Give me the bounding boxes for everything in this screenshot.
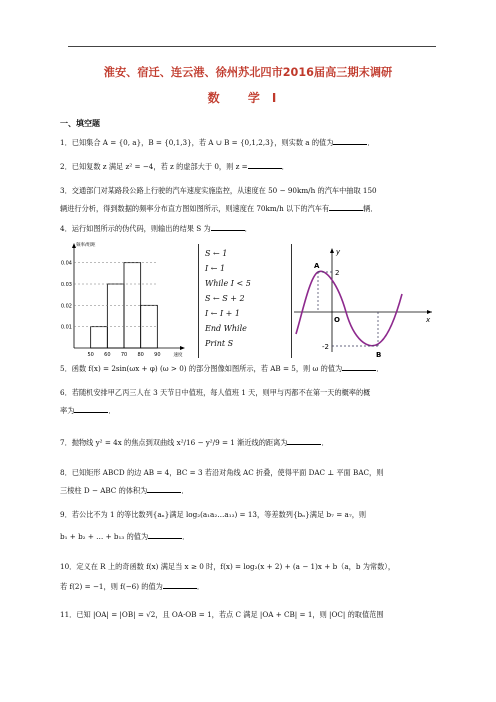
question-11: 11．已知 |OA| = |OB| = √2，且 OA·OB = 1，若点 C 满足 |OA + CB| = 1，则 |OC| 的取值范围 [60,610,384,619]
page-title: 淮安、宿迁、连云港、徐州苏北四市2016届高三期末调研 [103,66,393,79]
x-axis-arrow [427,310,432,314]
answer-blank [248,160,282,169]
x-tick-label: 60 [104,352,111,358]
code-line: S ← 1 [205,249,228,258]
x-tick-label: 80 [137,352,144,358]
question-9-line1: 9．若公比不为 1 的等比数列{aₙ}满足 log₂(a₁a₂…a₁₃) = 13，等差数列{bₙ}满足 b₇ = a₇，则 [60,510,367,519]
y-tick-label: 0.03 [60,282,72,288]
question-4: 4．运行如图所示的伪代码，则输出的结果 S 为 ． [60,224,252,233]
question-2: 2．已知复数 z 满足 z² = −4，若 z 的虚部大于 0，则 z = ． [60,162,289,171]
question-6-line1: 6．若随机安排甲乙丙三人在 3 天节日中值班，每人值班 1 天，则甲与丙都不在第一天的概率的概 [60,388,371,397]
code-line: S ← S + 2 [205,294,245,303]
section-heading: 一、填空题 [60,119,100,128]
x-tick-label: 50 [87,352,94,358]
histogram-bar [107,284,124,348]
answer-blank [163,580,197,589]
sine-curve [296,271,402,345]
x-tick-label: 70 [120,352,128,358]
x-axis-label: x [426,316,431,324]
question-1: 1．已知集合 A = {0, a}，B = {0,1,3}，若 A ∪ B = {0,1,2,3}，则实数 a 的值为 ． [60,138,375,147]
answer-blank [342,362,376,371]
subject-title: 数 学Ⅰ [207,91,289,105]
y-axis-label: 频率/组距 [76,243,96,248]
question-5: 5．函数 f(x) = 2sin(ωx + φ) (ω > 0) 的部分图像如图所示，若 AB = 5，则 ω 的值为 ． [60,364,384,373]
question-8-line2: 三棱柱 D − ABC 的体积为 ． [60,486,189,495]
question-10-line2: 若 f(2) = −1，则 f(−6) 的值为 ． [60,582,205,591]
y-axis-arrow [330,248,334,253]
y-tick-label: 0.02 [60,303,72,310]
origin-label: O [334,316,340,324]
x-tick-label: 90 [154,352,161,358]
y-tick-label: 0.04 [60,260,72,267]
answer-blank [287,436,321,445]
answer-blank [211,222,245,231]
code-line: Print S [205,339,234,348]
x-axis-label: 速度 [173,353,183,358]
y-axis-label: y [336,248,341,256]
point-b-label: B [376,351,382,359]
y-tick-2: 2 [335,269,340,277]
question-6-line2: 率为 ． [60,406,116,415]
pseudocode-box [198,244,292,358]
code-line: I ← I + 1 [205,309,240,318]
answer-blank [333,136,367,145]
y-tick-label: 0.01 [60,324,72,331]
question-9-line2: b₁ + b₂ + … + b₁₃ 的值为 ． [60,532,190,541]
y-tick-neg2: -2 [322,343,329,351]
header-rule [68,46,436,47]
sine-graph [288,244,438,360]
question-10-line1: 10．定义在 R 上的奇函数 f(x) 满足当 x ≥ 0 时，f(x) = log₂(x + 2) + (a − 1)x + b（a，b 为常数）， [60,562,396,571]
x-axis-arrow [180,346,185,350]
code-line: End While [205,324,247,333]
question-7: 7．抛物线 y² = 4x 的焦点到双曲线 x²/16 − y²/9 = 1 渐近线的距离为 ． [60,438,329,447]
answer-blank [148,530,182,539]
answer-blank [147,484,181,493]
code-line: While I < 5 [205,279,251,288]
answer-blank [329,202,363,211]
question-3-line2: 辆进行分析，得到数据的频率分布直方图如图所示，则速度在 70km/h 以下的汽车有 辆． [60,204,378,213]
histogram-bar [91,327,108,348]
frequency-histogram [58,240,188,360]
answer-blank [74,404,108,413]
question-8-line1: 8．已知矩形 ABCD 的边 AB = 4，BC = 3 若沿对角线 AC 折叠，使得平面 DAC ⊥ 平面 BAC，则 [60,468,384,477]
code-line: I ← 1 [205,264,226,273]
point-a-label: A [314,262,320,270]
question-3-line1: 3．交通部门对某路段公路上行驶的汽车速度实施监控，从速度在 50 − 90km/h 的汽车中抽取 150 [60,186,377,195]
